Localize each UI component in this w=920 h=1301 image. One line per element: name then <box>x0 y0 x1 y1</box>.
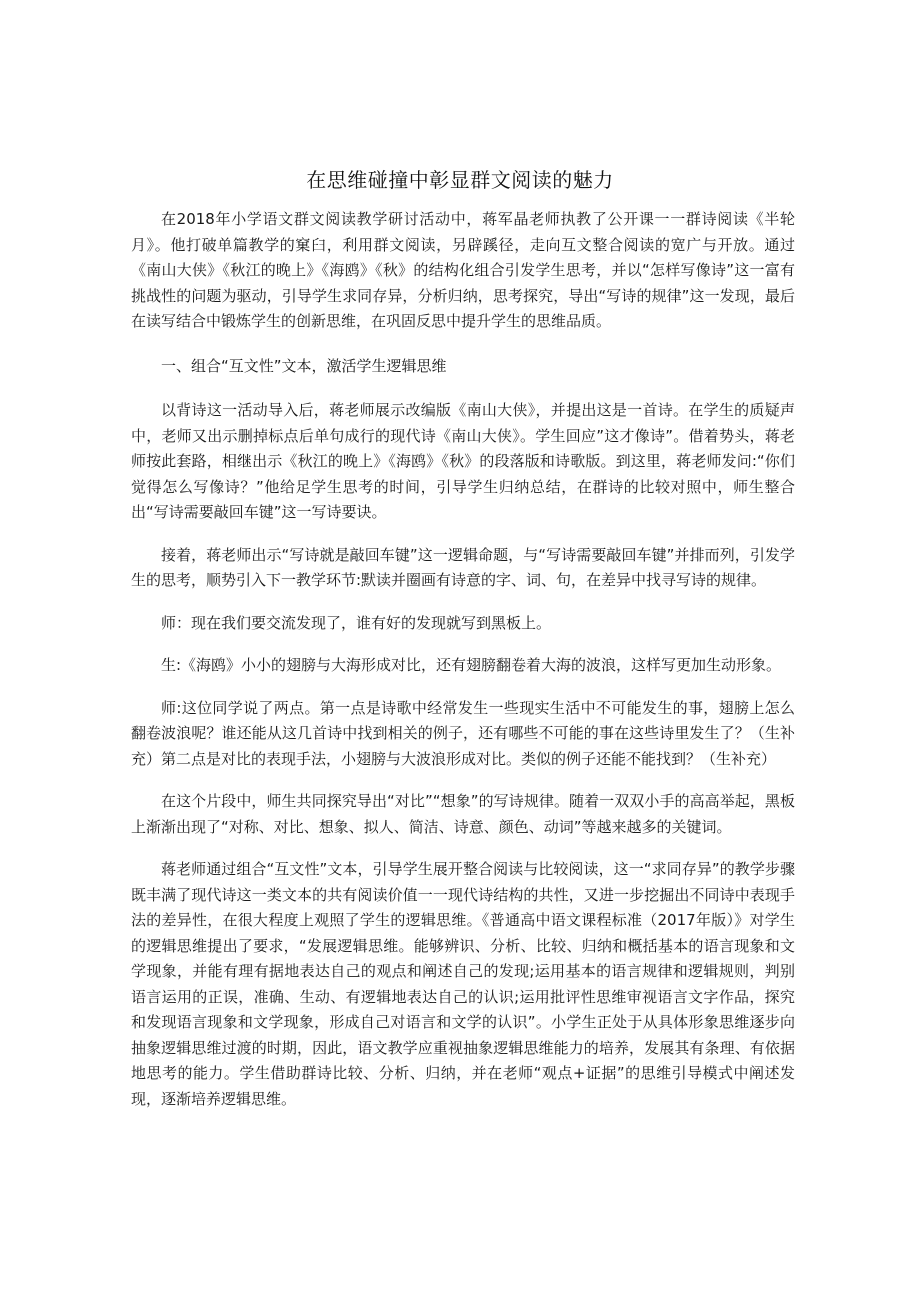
document-title: 在思维碰撞中彰显群文阅读的魅力 <box>306 168 614 192</box>
intro-paragraph: 在2018年小学语文群文阅读教学研讨活动中，蒋军晶老师执教了公开课一一群诗阅读《半轮月》。他打破单篇教学的窠臼，利用群文阅读，另辟蹊径，走向互文整合阅读的宽广与开放。通过《南山大侠》《秋江的晚上》《海鸥》《秋》的结构化组合引发学生思考，并以“怎样写像诗”这一富有挑战性的问题为驱动，引导学生求同存异，分析归纳，思考探究，导出“写诗的规律”这一发现，最后在读写结合中锻炼学生的创新思维，在巩固反思中提升学生的思维品质。 <box>131 210 795 330</box>
dialogue-teacher: 师:这位同学说了两点。第一点是诗歌中经常发生一些现实生活中不可能发生的事，翅膀上怎么翻卷波浪呢？谁还能从这几首诗中找到相关的例子，还有哪些不可能的事在这些诗里发生了？（生补充）第二点是对比的表现手法，小翅膀与大波浪形成对比。类似的例子还能不能找到？（生补充） <box>131 698 795 768</box>
body-paragraph: 接着，蒋老师出示“写诗就是敲回车键”这一逻辑命题，与“写诗需要敲回车键”并排而列，引发学生的思考，顺势引入下一教学环节:默读并圈画有诗意的字、词、句，在差异中找寻写诗的规律。 <box>131 545 795 589</box>
section-heading: 一、组合“互文性”文本，激活学生逻辑思维 <box>161 356 447 375</box>
body-paragraph: 蒋老师通过组合“互文性”文本，引导学生展开整合阅读与比较阅读，这一“求同存异”的教学步骤既丰满了现代诗这一类文本的共有阅读价值一一现代诗结构的共性，又进一步挖掘出不同诗中表现手法的差异性，在很大程度上观照了学生的逻辑思维。《普通高中语文课程标准（2017年版）》对学生的逻辑思维提出了要求，“发展逻辑思维。能够辨识、分析、比较、归纳和概括基本的语言现象和文学现象，并能有理有据地表达自己的观点和阐述自己的发现;运用基本的语言规律和逻辑规则，判别语言运用的正误，准确、生动、有逻辑地表达自己的认识;运用批评性思维审视语言文字作品，探究和发现语言现象和文学现象，形成自己对语言和文学的认识”。小学生正处于从具体形象思维逐步向抽象逻辑思维过渡的时期，因此，语文教学应重视抽象逻辑思维能力的培养，发展其有条理、有依据地思考的能力。学生借助群诗比较、分析、归纳，并在老师“观点+证据”的思维引导模式中阐述发现，逐渐培养逻辑思维。 <box>131 860 795 1108</box>
body-paragraph: 在这个片段中，师生共同探究导出“对比”“想象”的写诗规律。随着一双双小手的高高举起，黑板上渐渐出现了“对称、对比、想象、拟人、简洁、诗意、颜色、动词”等越来越多的关键词。 <box>131 792 795 836</box>
document-body <box>131 207 795 1129</box>
body-paragraph: 以背诗这一活动导入后，蒋老师展示改编版《南山大侠》，并提出这是一首诗。在学生的质疑声中，老师又出示删掉标点后单句成行的现代诗《南山大侠》。学生回应”这才像诗”。借着势头，蒋老师按此套路，相继出示《秋江的晚上》《海鸥》《秋》的段落版和诗歌版。到这里，蒋老师发问:“你们觉得怎么写像诗？”他给足学生思考的时间，引导学生归纳总结，在群诗的比较对照中，师生整合出“写诗需要敲回车键”这一写诗要诀。 <box>131 401 795 521</box>
dialogue-student: 生:《海鸥》小小的翅膀与大海形成对比，还有翅膀翻卷着大海的波浪，这样写更加生动形象。 <box>161 656 782 674</box>
dialogue-teacher: 师：现在我们要交流发现了，谁有好的发现就写到黑板上。 <box>161 613 552 632</box>
